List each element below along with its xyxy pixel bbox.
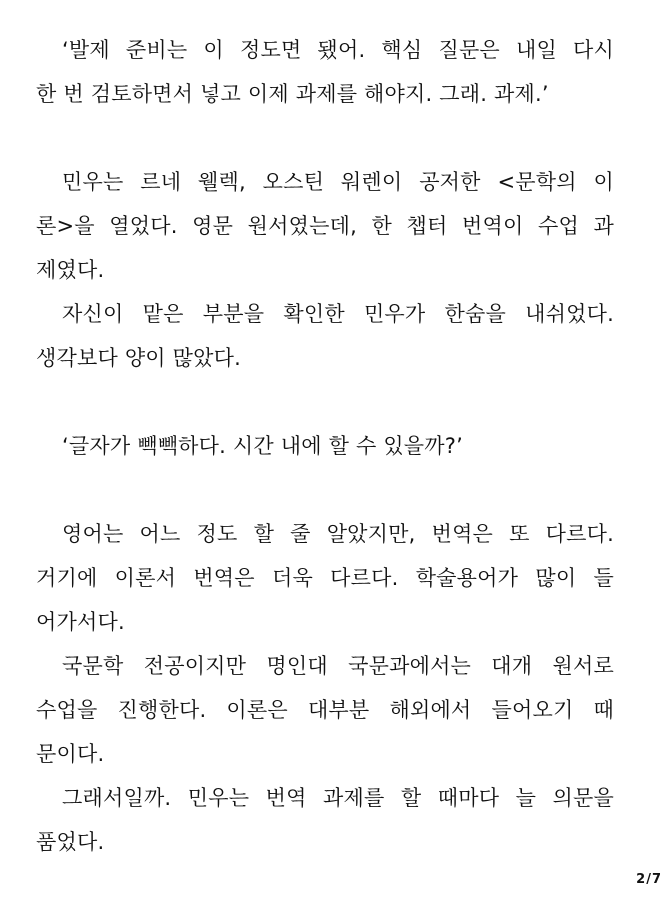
text-line: 국문학 전공이지만 명인대 국문과에서는 대개 원서로 bbox=[62, 654, 614, 678]
page-number: 2/7 bbox=[636, 872, 662, 887]
text-line: 그래서일까. 민우는 번역 과제를 할 때마다 늘 의문을 bbox=[62, 786, 614, 810]
text-line: 제였다. bbox=[36, 258, 105, 282]
text-line: 거기에 이론서 번역은 더욱 다르다. 학술용어가 많이 들 bbox=[36, 566, 614, 590]
text-line: ‘발제 준비는 이 정도면 됐어. 핵심 질문은 내일 다시 bbox=[62, 38, 614, 62]
text-line: 품었다. bbox=[36, 830, 105, 854]
text-line: 문이다. bbox=[36, 742, 105, 766]
text-line: 론>을 열었다. 영문 원서였는데, 한 챕터 번역이 수업 과 bbox=[36, 214, 614, 238]
paragraph-gap bbox=[36, 380, 614, 424]
text-line: 영어는 어느 정도 할 줄 알았지만, 번역은 또 다르다. bbox=[62, 522, 614, 546]
text-line: 한 번 검토하면서 넣고 이제 과제를 해야지. 그래. 과제.’ bbox=[36, 82, 549, 106]
text-line: 민우는 르네 웰렉, 오스틴 워렌이 공저한 <문학의 이 bbox=[62, 170, 614, 194]
text-line: ‘글자가 빽빽하다. 시간 내에 할 수 있을까?’ bbox=[62, 434, 463, 458]
body-text bbox=[36, 28, 614, 864]
text-line: 어가서다. bbox=[36, 610, 125, 634]
paragraph-gap bbox=[36, 116, 614, 160]
text-line: 자신이 맡은 부분을 확인한 민우가 한숨을 내쉬었다. bbox=[62, 302, 614, 326]
text-line: 수업을 진행한다. 이론은 대부분 해외에서 들어오기 때 bbox=[36, 698, 614, 722]
text-line: 생각보다 양이 많았다. bbox=[36, 346, 241, 370]
paragraph-gap bbox=[36, 468, 614, 512]
